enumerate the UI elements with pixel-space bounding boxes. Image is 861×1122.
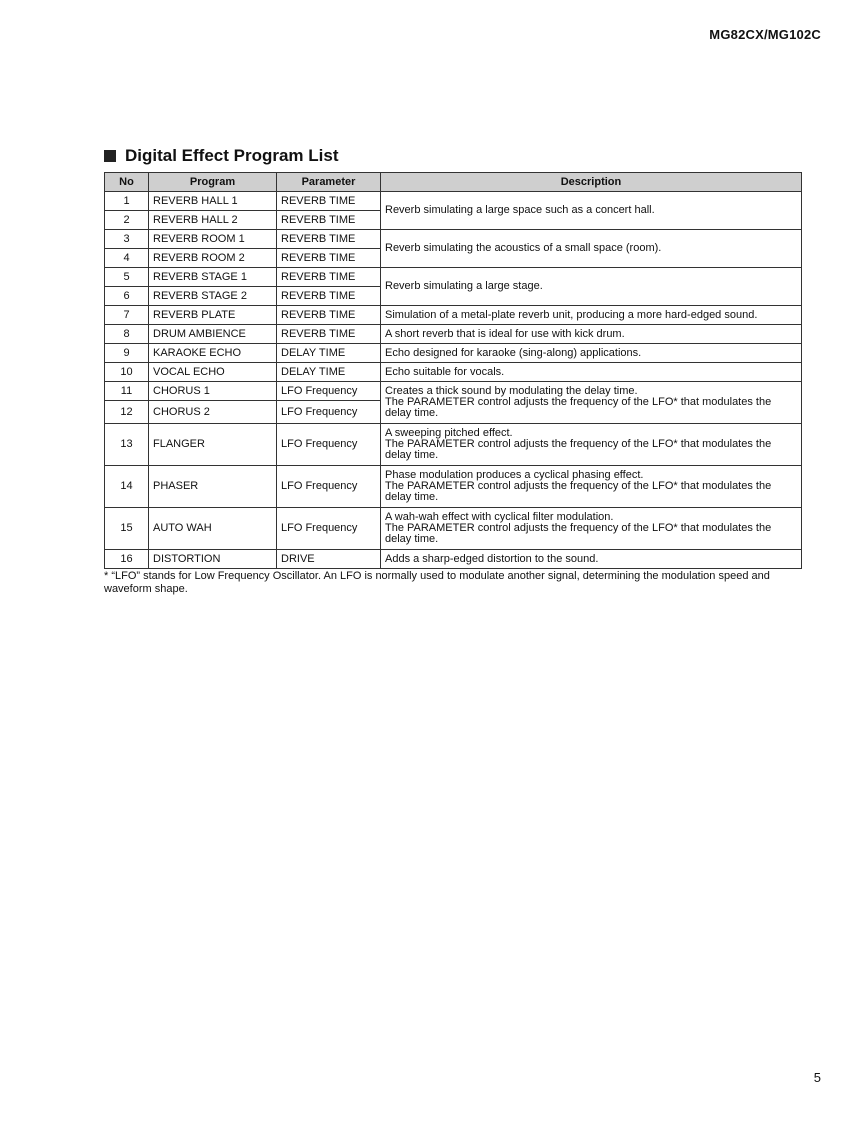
- cell-description: [381, 508, 802, 550]
- cell-no: 12: [105, 401, 149, 424]
- cell-no: 4: [105, 249, 149, 268]
- column-header-description: Description: [381, 173, 802, 192]
- footnote-text: “LFO” stands for Low Frequency Oscillator. An LFO is normally used to modulate another signal, determining the modulation speed and waveform shape.: [104, 570, 770, 595]
- cell-program: AUTO WAH: [149, 508, 277, 550]
- cell-description: [381, 363, 802, 382]
- cell-parameter: DELAY TIME: [277, 363, 381, 382]
- effect-program-table: [104, 172, 802, 569]
- description-line: A short reverb that is ideal for use with kick drum.: [385, 327, 625, 340]
- cell-parameter: REVERB TIME: [277, 325, 381, 344]
- table-row: [105, 306, 802, 325]
- cell-no: 14: [105, 466, 149, 508]
- cell-no: 6: [105, 287, 149, 306]
- cell-parameter: REVERB TIME: [277, 192, 381, 211]
- cell-no: 11: [105, 382, 149, 401]
- table-row: [105, 192, 802, 211]
- description-line: delay time.: [385, 533, 439, 545]
- description-line: The PARAMETER control adjusts the frequency of the LFO* that modulates the: [385, 522, 772, 534]
- document-model-header: MG82CX/MG102C: [709, 27, 821, 42]
- description-line: Echo suitable for vocals.: [385, 365, 505, 378]
- description-line: A wah-wah effect with cyclical filter modulation.: [385, 511, 614, 523]
- column-header-parameter: Parameter: [277, 173, 381, 192]
- cell-description: [381, 550, 802, 569]
- cell-description: [381, 424, 802, 466]
- cell-parameter: REVERB TIME: [277, 211, 381, 230]
- table-row: [105, 325, 802, 344]
- description-line: The PARAMETER control adjusts the frequency of the LFO* that modulates the: [385, 438, 772, 450]
- cell-program: DRUM AMBIENCE: [149, 325, 277, 344]
- lfo-footnote: [104, 570, 804, 596]
- description-line: Adds a sharp-edged distortion to the sound.: [385, 552, 599, 565]
- cell-program: CHORUS 1: [149, 382, 277, 401]
- table-row: [105, 550, 802, 569]
- cell-no: 15: [105, 508, 149, 550]
- table-row: [105, 230, 802, 249]
- cell-description: [381, 344, 802, 363]
- table-row: [105, 382, 802, 401]
- description-line: delay time.: [385, 407, 439, 419]
- table-row: [105, 424, 802, 466]
- cell-program: REVERB STAGE 2: [149, 287, 277, 306]
- section-title-text: Digital Effect Program List: [125, 146, 339, 165]
- description-line: Phase modulation produces a cyclical phasing effect.: [385, 469, 644, 481]
- table-row: [105, 466, 802, 508]
- cell-description: [381, 192, 802, 230]
- description-line: The PARAMETER control adjusts the frequency of the LFO* that modulates the: [385, 480, 772, 492]
- cell-no: 7: [105, 306, 149, 325]
- cell-parameter: LFO Frequency: [277, 401, 381, 424]
- cell-description: [381, 382, 802, 424]
- cell-program: VOCAL ECHO: [149, 363, 277, 382]
- cell-no: 9: [105, 344, 149, 363]
- column-header-program: Program: [149, 173, 277, 192]
- section-bullet-square-icon: [104, 150, 116, 162]
- cell-parameter: LFO Frequency: [277, 466, 381, 508]
- cell-description: [381, 268, 802, 306]
- table-row: [105, 508, 802, 550]
- cell-no: 5: [105, 268, 149, 287]
- cell-program: REVERB HALL 1: [149, 192, 277, 211]
- cell-no: 2: [105, 211, 149, 230]
- cell-parameter: REVERB TIME: [277, 230, 381, 249]
- description-line: delay time.: [385, 491, 439, 503]
- description-line: Simulation of a metal-plate reverb unit, producing a more hard-edged sound.: [385, 308, 758, 321]
- table-row: [105, 268, 802, 287]
- cell-parameter: REVERB TIME: [277, 249, 381, 268]
- description-line: delay time.: [385, 449, 439, 461]
- page-number: 5: [813, 1070, 821, 1085]
- cell-parameter: REVERB TIME: [277, 268, 381, 287]
- description-line: Reverb simulating a large space such as a concert hall.: [385, 204, 655, 216]
- description-line: The PARAMETER control adjusts the frequency of the LFO* that modulates the: [385, 396, 772, 408]
- cell-no: 10: [105, 363, 149, 382]
- description-line: Echo designed for karaoke (sing-along) applications.: [385, 346, 642, 359]
- description-line: A sweeping pitched effect.: [385, 427, 513, 439]
- cell-parameter: REVERB TIME: [277, 287, 381, 306]
- cell-no: 16: [105, 550, 149, 569]
- cell-program: REVERB ROOM 2: [149, 249, 277, 268]
- description-line: Creates a thick sound by modulating the delay time.: [385, 385, 638, 397]
- cell-program: CHORUS 2: [149, 401, 277, 424]
- cell-parameter: LFO Frequency: [277, 382, 381, 401]
- cell-no: 1: [105, 192, 149, 211]
- cell-program: PHASER: [149, 466, 277, 508]
- cell-description: [381, 306, 802, 325]
- cell-program: REVERB PLATE: [149, 306, 277, 325]
- cell-program: REVERB STAGE 1: [149, 268, 277, 287]
- cell-program: DISTORTION: [149, 550, 277, 569]
- cell-description: [381, 230, 802, 268]
- cell-program: FLANGER: [149, 424, 277, 466]
- footnote-marker: *: [104, 570, 109, 582]
- description-line: Reverb simulating the acoustics of a small space (room).: [385, 242, 662, 254]
- cell-program: REVERB ROOM 1: [149, 230, 277, 249]
- column-header-no: No: [105, 173, 149, 192]
- cell-parameter: LFO Frequency: [277, 424, 381, 466]
- table-row: [105, 344, 802, 363]
- cell-program: KARAOKE ECHO: [149, 344, 277, 363]
- cell-parameter: DELAY TIME: [277, 344, 381, 363]
- section-title: [104, 146, 338, 166]
- cell-program: REVERB HALL 2: [149, 211, 277, 230]
- cell-no: 8: [105, 325, 149, 344]
- cell-parameter: REVERB TIME: [277, 306, 381, 325]
- description-line: Reverb simulating a large stage.: [385, 280, 543, 292]
- cell-no: 3: [105, 230, 149, 249]
- cell-parameter: DRIVE: [277, 550, 381, 569]
- cell-description: [381, 466, 802, 508]
- table-header-row: [105, 173, 802, 192]
- cell-no: 13: [105, 424, 149, 466]
- cell-parameter: LFO Frequency: [277, 508, 381, 550]
- cell-description: [381, 325, 802, 344]
- table-row: [105, 363, 802, 382]
